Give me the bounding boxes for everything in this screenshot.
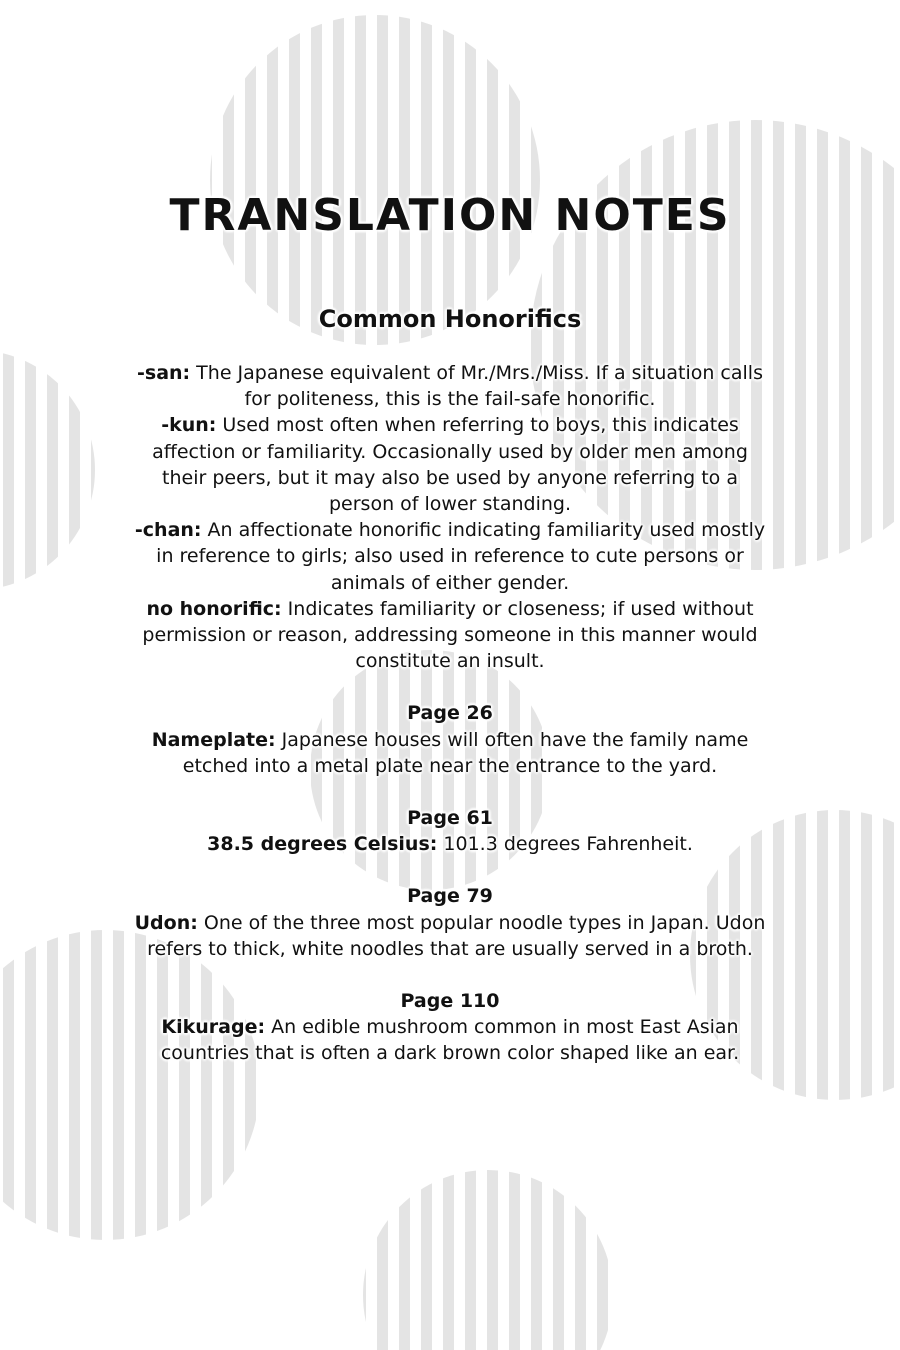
note-definition: One of the three most popular noodle types in Japan. Udon refers to thick, white noodles that are usually served in a broth.	[147, 911, 766, 960]
note-term: Kikurage:	[161, 1016, 266, 1039]
honorific-entry	[130, 517, 770, 596]
note-definition: An edible mushroom common in most East Asian countries that is often a dark brown color shaped like an ear.	[160, 1016, 740, 1065]
note-entry	[130, 727, 770, 779]
honorific-term: -kun:	[161, 414, 217, 437]
note-section	[130, 805, 770, 857]
honorific-term: -san:	[137, 362, 191, 384]
note-entry	[130, 831, 770, 857]
page-title: TRANSLATION NOTES	[169, 190, 731, 241]
note-term: Nameplate:	[151, 728, 276, 751]
honorific-definition: An affectionate honorific indicating familiarity used mostly in reference to girls; also used in reference to cute persons or animals of either gender.	[156, 519, 766, 594]
honorific-entry	[130, 412, 770, 517]
honorific-definition: Used most often when referring to boys, this indicates affection or familiarity. Occasionally used by older men among their peers, but it may also be used by anyone referring to a person of lower standing.	[152, 414, 748, 516]
notes-body	[130, 360, 770, 1067]
honorific-term: no honorific:	[146, 597, 282, 620]
note-page-ref: Page 61	[407, 807, 493, 830]
note-entry	[130, 910, 770, 962]
note-section	[130, 700, 770, 779]
honorific-definition: The Japanese equivalent of Mr./Mrs./Miss. If a situation calls for politeness, this is the fail-safe honorific.	[190, 362, 763, 411]
honorific-entry	[130, 596, 770, 675]
note-term: Udon:	[134, 911, 198, 934]
note-definition: 101.3 degrees Fahrenheit.	[437, 833, 693, 856]
honorific-term: -chan:	[134, 519, 202, 542]
section-heading: Common Honorifics	[318, 305, 582, 333]
note-entry	[130, 1014, 770, 1066]
note-page-ref: Page 79	[407, 885, 493, 908]
note-section	[130, 883, 770, 962]
note-page-ref: Page 26	[407, 702, 493, 725]
honorific-entry	[130, 360, 770, 412]
honorifics-list	[130, 360, 770, 674]
honorific-definition: Indicates familiarity or closeness; if used without permission or reason, addressing someone in this manner would constitute an insult.	[142, 597, 758, 673]
note-page-ref: Page 110	[400, 990, 500, 1013]
note-definition: Japanese houses will often have the family name etched into a metal plate near the entrance to the yard.	[182, 728, 749, 777]
note-term: 38.5 degrees Celsius:	[207, 833, 438, 856]
note-section	[130, 988, 770, 1067]
